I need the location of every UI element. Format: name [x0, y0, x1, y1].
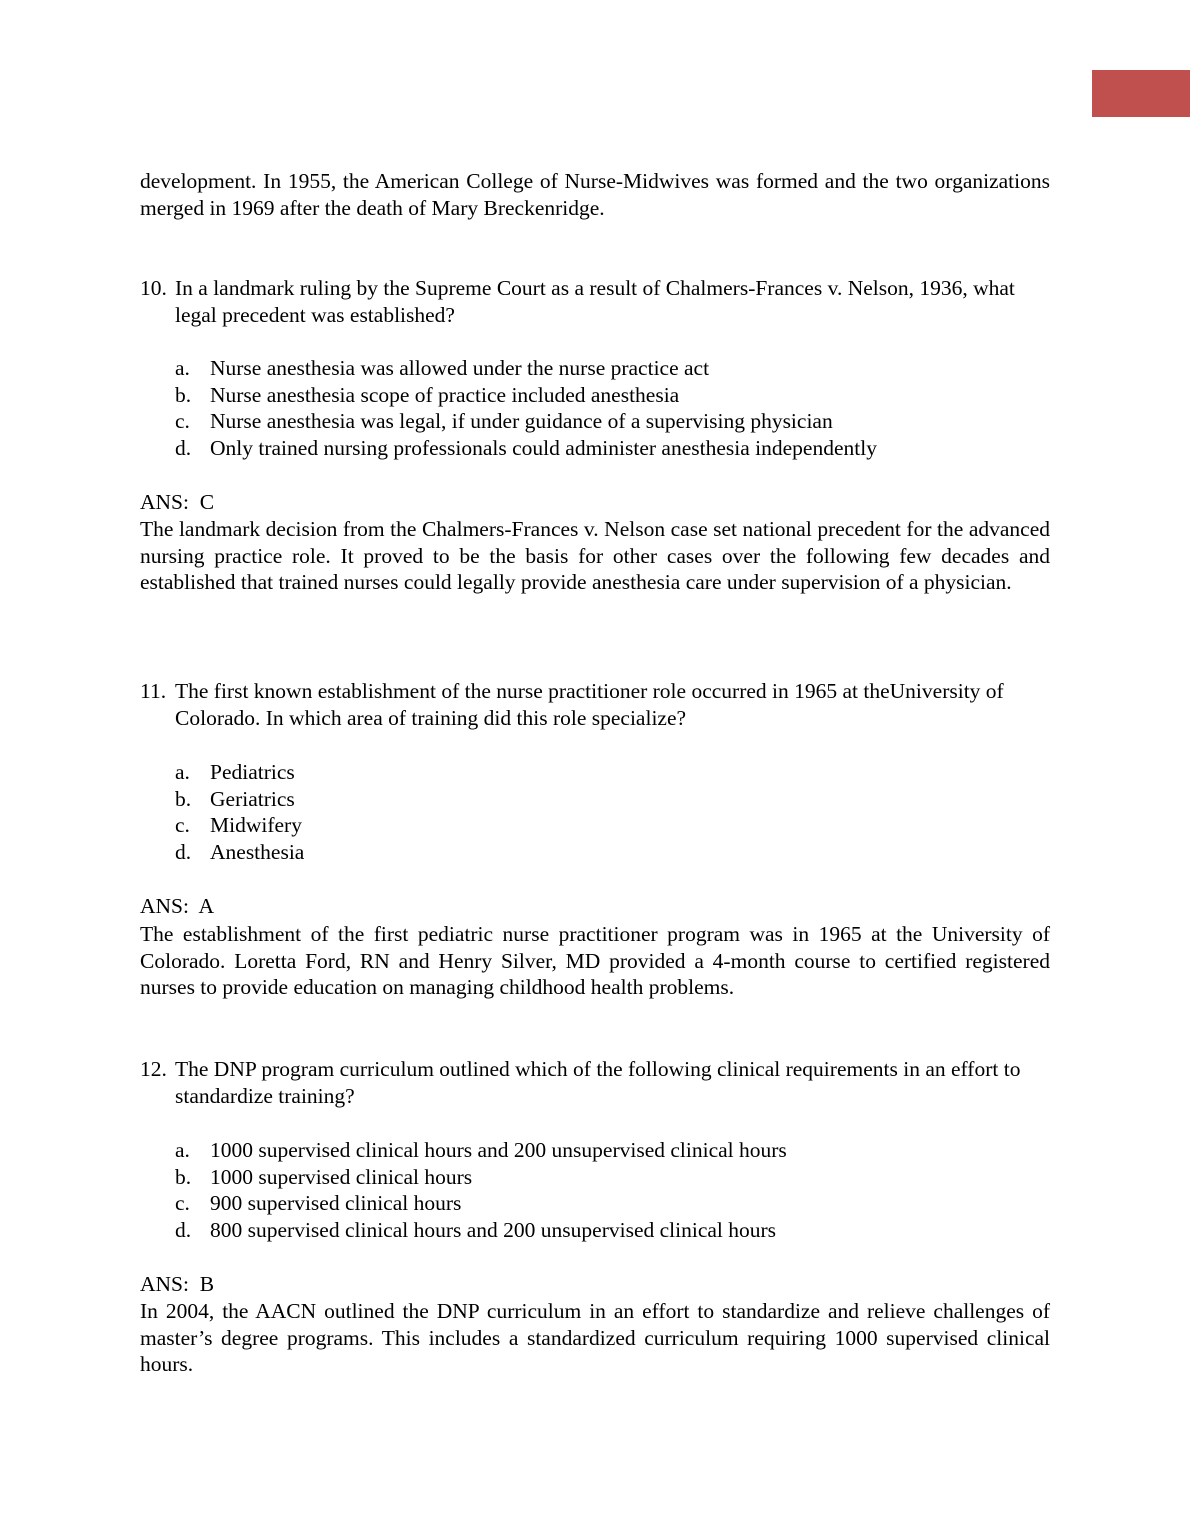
option-letter: d. — [175, 1218, 192, 1243]
option-text: Nurse anesthesia was legal, if under guidance of a supervising physician — [210, 409, 833, 434]
option-b — [175, 1164, 1055, 1191]
option-d — [175, 1217, 1055, 1244]
question-12 — [140, 1056, 1050, 1109]
question-12-options — [175, 1137, 1055, 1244]
option-letter: a. — [175, 1138, 190, 1162]
option-text: 1000 supervised clinical hours — [210, 1164, 473, 1189]
question-text: In a landmark ruling by the Supreme Court as a result of Chalmers-Frances v. Nelson, 1936, what legal precedent was established? — [175, 276, 1015, 327]
question-text: The first known establishment of the nurse practitioner role occurred in 1965 at theUniversity of Colorado. In which area of training did this role specialize? — [175, 679, 1004, 730]
option-letter: b. — [175, 1164, 192, 1189]
option-letter: a. — [175, 760, 190, 784]
option-d — [175, 839, 1055, 866]
option-a — [175, 355, 1055, 382]
option-letter: b. — [175, 786, 192, 811]
question-number: 12. — [140, 1057, 167, 1081]
question-10-options — [175, 355, 1055, 462]
option-letter: c. — [175, 1191, 190, 1216]
option-letter: d. — [175, 436, 192, 461]
option-c — [175, 408, 1055, 435]
option-letter: c. — [175, 409, 190, 434]
option-text: Nurse anesthesia scope of practice included anesthesia — [210, 382, 680, 407]
question-number: 10. — [140, 276, 167, 300]
option-text: 800 supervised clinical hours and 200 unsupervised clinical hours — [210, 1218, 777, 1243]
option-a — [175, 1137, 1055, 1164]
option-text: Midwifery — [210, 813, 302, 838]
corner-accent-tab — [1092, 70, 1190, 117]
question-10 — [140, 275, 1050, 328]
rationale-10: The landmark decision from the Chalmers-Frances v. Nelson case set national precedent for the advanced nursing practice role. It proved to be the basis for other cases over the following few decades and established that trained nurses could legally provide anesthesia care under supervision of a physician. — [140, 517, 1050, 595]
option-text: Only trained nursing professionals could administer anesthesia independently — [210, 436, 877, 461]
answer-11: ANS: A — [140, 894, 215, 918]
option-b — [175, 382, 1055, 409]
answer-10: ANS: C — [140, 490, 215, 514]
option-letter: c. — [175, 813, 190, 838]
option-letter: b. — [175, 382, 192, 407]
option-a — [175, 759, 1055, 786]
intro-paragraph: development. In 1955, the American College of Nurse-Midwives was formed and the two organizations merged in 1969 after the death of Mary Breckenridge. — [140, 169, 1050, 220]
option-d — [175, 435, 1055, 462]
option-text: 1000 supervised clinical hours and 200 unsupervised clinical hours — [210, 1138, 787, 1162]
option-text: Anesthesia — [210, 840, 305, 865]
option-c — [175, 1190, 1055, 1217]
option-c — [175, 812, 1055, 839]
question-11 — [140, 678, 1050, 731]
option-text: Geriatrics — [210, 786, 295, 811]
rationale-11: The establishment of the first pediatric nurse practitioner program was in 1965 at the University of Colorado. Loretta Ford, RN and Henry Silver, MD provided a 4-month course to certified registered nurses to provide education on managing childhood health problems. — [140, 922, 1050, 1000]
option-text: Pediatrics — [210, 760, 295, 784]
question-11-options — [175, 759, 1055, 866]
question-number: 11. — [140, 679, 167, 703]
option-letter: a. — [175, 356, 190, 380]
option-b — [175, 786, 1055, 813]
question-text: The DNP program curriculum outlined which of the following clinical requirements in an effort to standardize training? — [175, 1057, 1021, 1108]
answer-12: ANS: B — [140, 1272, 215, 1296]
option-text: Nurse anesthesia was allowed under the nurse practice act — [210, 356, 710, 380]
rationale-12: In 2004, the AACN outlined the DNP curriculum in an effort to standardize and relieve challenges of master’s degree programs. This includes a standardized curriculum requiring 1000 supervised clinical hours. — [140, 1299, 1050, 1377]
option-text: 900 supervised clinical hours — [210, 1191, 462, 1216]
option-letter: d. — [175, 840, 192, 865]
